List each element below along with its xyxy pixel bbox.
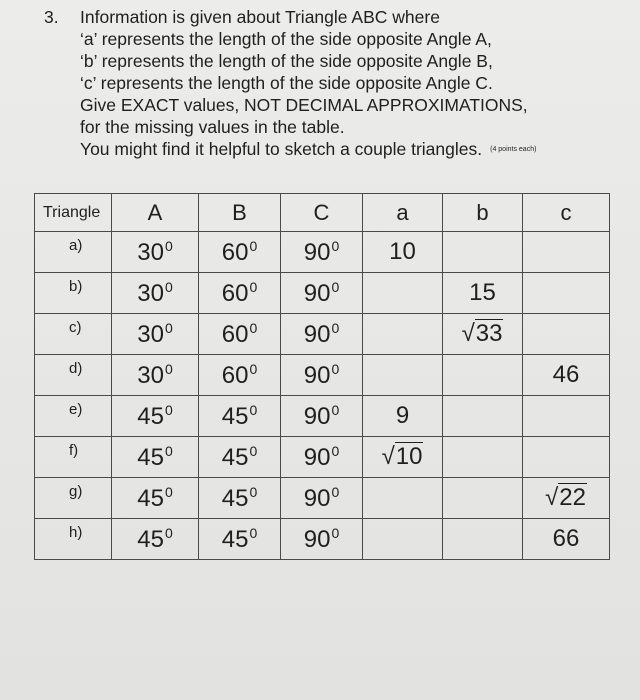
question-text — [80, 6, 640, 161]
table-row — [35, 314, 610, 355]
side-b-cell: 15 — [443, 273, 523, 314]
angle-b-cell — [199, 355, 281, 396]
degree-mark: 0 — [249, 483, 258, 500]
angle-b-cell — [199, 437, 281, 478]
header-angle-c: C — [281, 194, 363, 232]
degree-mark: 0 — [164, 524, 173, 541]
sqrt-expression — [545, 483, 587, 511]
angle-a-cell — [112, 396, 199, 437]
radical-sign: √ — [461, 320, 475, 347]
angle-value: 45 — [137, 525, 164, 553]
angle-a-cell — [112, 355, 199, 396]
angle-value: 45 — [221, 484, 249, 512]
angle-c-cell — [281, 396, 363, 437]
sqrt-expression — [462, 319, 504, 347]
side-a-cell — [363, 437, 443, 478]
degree-mark: 0 — [164, 319, 173, 336]
angle-value: 30 — [137, 361, 164, 389]
degree-mark: 0 — [164, 442, 173, 459]
angle-value: 90 — [303, 279, 331, 307]
side-b-cell — [443, 355, 523, 396]
question-line: ‘a’ represents the length of the side opposite Angle A, — [80, 29, 492, 49]
angle-b-cell — [199, 232, 281, 273]
radicand: 22 — [559, 484, 586, 511]
table-row — [35, 232, 610, 273]
side-a-cell — [363, 314, 443, 355]
degree-mark: 0 — [331, 278, 340, 295]
header-angle-a: A — [112, 194, 199, 232]
degree-mark: 0 — [249, 442, 258, 459]
degree-mark: 0 — [331, 401, 340, 418]
angle-b-cell — [199, 273, 281, 314]
degree-mark: 0 — [249, 278, 258, 295]
side-b-cell — [443, 314, 523, 355]
side-c-cell — [523, 314, 610, 355]
angle-value: 60 — [221, 238, 249, 266]
row-label: h) — [35, 519, 112, 560]
sqrt-expression — [382, 442, 424, 470]
angle-a-cell — [112, 478, 199, 519]
degree-mark: 0 — [164, 360, 173, 377]
side-a-cell — [363, 519, 443, 560]
row-label: a) — [35, 232, 112, 273]
side-b-cell — [443, 232, 523, 273]
angle-b-cell — [199, 519, 281, 560]
angle-c-cell — [281, 314, 363, 355]
angle-value: 30 — [137, 279, 164, 307]
question-line-last — [80, 138, 640, 161]
angle-value: 90 — [303, 361, 331, 389]
question-line: Give EXACT values, NOT DECIMAL APPROXIMATIONS, — [80, 95, 528, 115]
degree-mark: 0 — [331, 442, 340, 459]
points-note: (4 points each) — [490, 146, 537, 154]
radicand: 10 — [395, 443, 423, 470]
angle-c-cell — [281, 478, 363, 519]
degree-mark: 0 — [249, 524, 258, 541]
side-c-cell: 46 — [523, 355, 610, 396]
question-line: ‘c’ represents the length of the side opposite Angle C. — [80, 73, 493, 93]
side-c-cell — [523, 273, 610, 314]
angle-c-cell — [281, 437, 363, 478]
degree-mark: 0 — [249, 360, 258, 377]
question-line: for the missing values in the table. — [80, 117, 345, 137]
degree-mark: 0 — [331, 524, 340, 541]
angle-value: 60 — [221, 361, 249, 389]
question-line: Information is given about Triangle ABC where — [80, 7, 440, 27]
angle-value: 90 — [303, 320, 331, 348]
degree-mark: 0 — [331, 360, 340, 377]
header-triangle: Triangle — [35, 194, 112, 232]
row-label: f) — [35, 437, 112, 478]
table-row — [35, 355, 610, 396]
angle-value: 45 — [221, 443, 249, 471]
degree-mark: 0 — [249, 319, 258, 336]
side-b-cell — [443, 396, 523, 437]
angle-a-cell — [112, 273, 199, 314]
question-number: 3. — [44, 7, 59, 27]
table-row — [35, 519, 610, 560]
header-side-c: c — [523, 194, 610, 232]
angle-value: 45 — [137, 484, 164, 512]
angle-value: 45 — [137, 443, 164, 471]
table-header-row — [35, 194, 610, 232]
side-b-cell — [443, 437, 523, 478]
question-line: ‘b’ represents the length of the side opposite Angle B, — [80, 51, 493, 71]
angle-value: 90 — [303, 484, 331, 512]
table-row — [35, 396, 610, 437]
angle-c-cell — [281, 355, 363, 396]
side-b-cell — [443, 519, 523, 560]
degree-mark: 0 — [249, 237, 258, 254]
side-a-cell — [363, 478, 443, 519]
question-line-text: You might find it helpful to sketch a couple triangles. — [80, 139, 483, 159]
angle-a-cell — [112, 519, 199, 560]
angle-value: 90 — [303, 443, 331, 471]
angle-value: 90 — [303, 525, 331, 553]
angle-c-cell — [281, 232, 363, 273]
side-a-cell — [363, 273, 443, 314]
degree-mark: 0 — [331, 319, 340, 336]
angle-value: 90 — [303, 238, 331, 266]
angle-value: 60 — [221, 320, 249, 348]
header-side-b: b — [443, 194, 523, 232]
row-label: b) — [35, 273, 112, 314]
angle-a-cell — [112, 314, 199, 355]
angle-value: 45 — [221, 525, 249, 553]
angle-value: 45 — [221, 402, 249, 430]
side-b-cell — [443, 478, 523, 519]
angle-a-cell — [112, 232, 199, 273]
radicand: 33 — [475, 320, 503, 347]
row-label: e) — [35, 396, 112, 437]
table-row — [35, 437, 610, 478]
side-a-cell: 9 — [363, 396, 443, 437]
header-side-a: a — [363, 194, 443, 232]
table-row — [35, 273, 610, 314]
triangle-table — [34, 193, 610, 560]
radical-sign: √ — [545, 484, 559, 511]
header-angle-b: B — [199, 194, 281, 232]
degree-mark: 0 — [164, 401, 173, 418]
row-label: d) — [35, 355, 112, 396]
degree-mark: 0 — [331, 237, 340, 254]
angle-value: 30 — [137, 238, 164, 266]
degree-mark: 0 — [249, 401, 258, 418]
angle-c-cell — [281, 273, 363, 314]
degree-mark: 0 — [164, 278, 173, 295]
radical-sign: √ — [381, 443, 395, 470]
side-c-cell — [523, 232, 610, 273]
angle-value: 30 — [137, 320, 164, 348]
angle-b-cell — [199, 478, 281, 519]
degree-mark: 0 — [164, 237, 173, 254]
side-c-cell: 66 — [523, 519, 610, 560]
side-a-cell — [363, 355, 443, 396]
angle-b-cell — [199, 314, 281, 355]
degree-mark: 0 — [331, 483, 340, 500]
row-label: g) — [35, 478, 112, 519]
angle-value: 60 — [221, 279, 249, 307]
side-c-cell — [523, 478, 610, 519]
side-a-cell: 10 — [363, 232, 443, 273]
row-label: c) — [35, 314, 112, 355]
side-c-cell — [523, 396, 610, 437]
side-c-cell — [523, 437, 610, 478]
angle-value: 45 — [137, 402, 164, 430]
table-row — [35, 478, 610, 519]
angle-c-cell — [281, 519, 363, 560]
angle-b-cell — [199, 396, 281, 437]
angle-value: 90 — [303, 402, 331, 430]
degree-mark: 0 — [164, 483, 173, 500]
angle-a-cell — [112, 437, 199, 478]
